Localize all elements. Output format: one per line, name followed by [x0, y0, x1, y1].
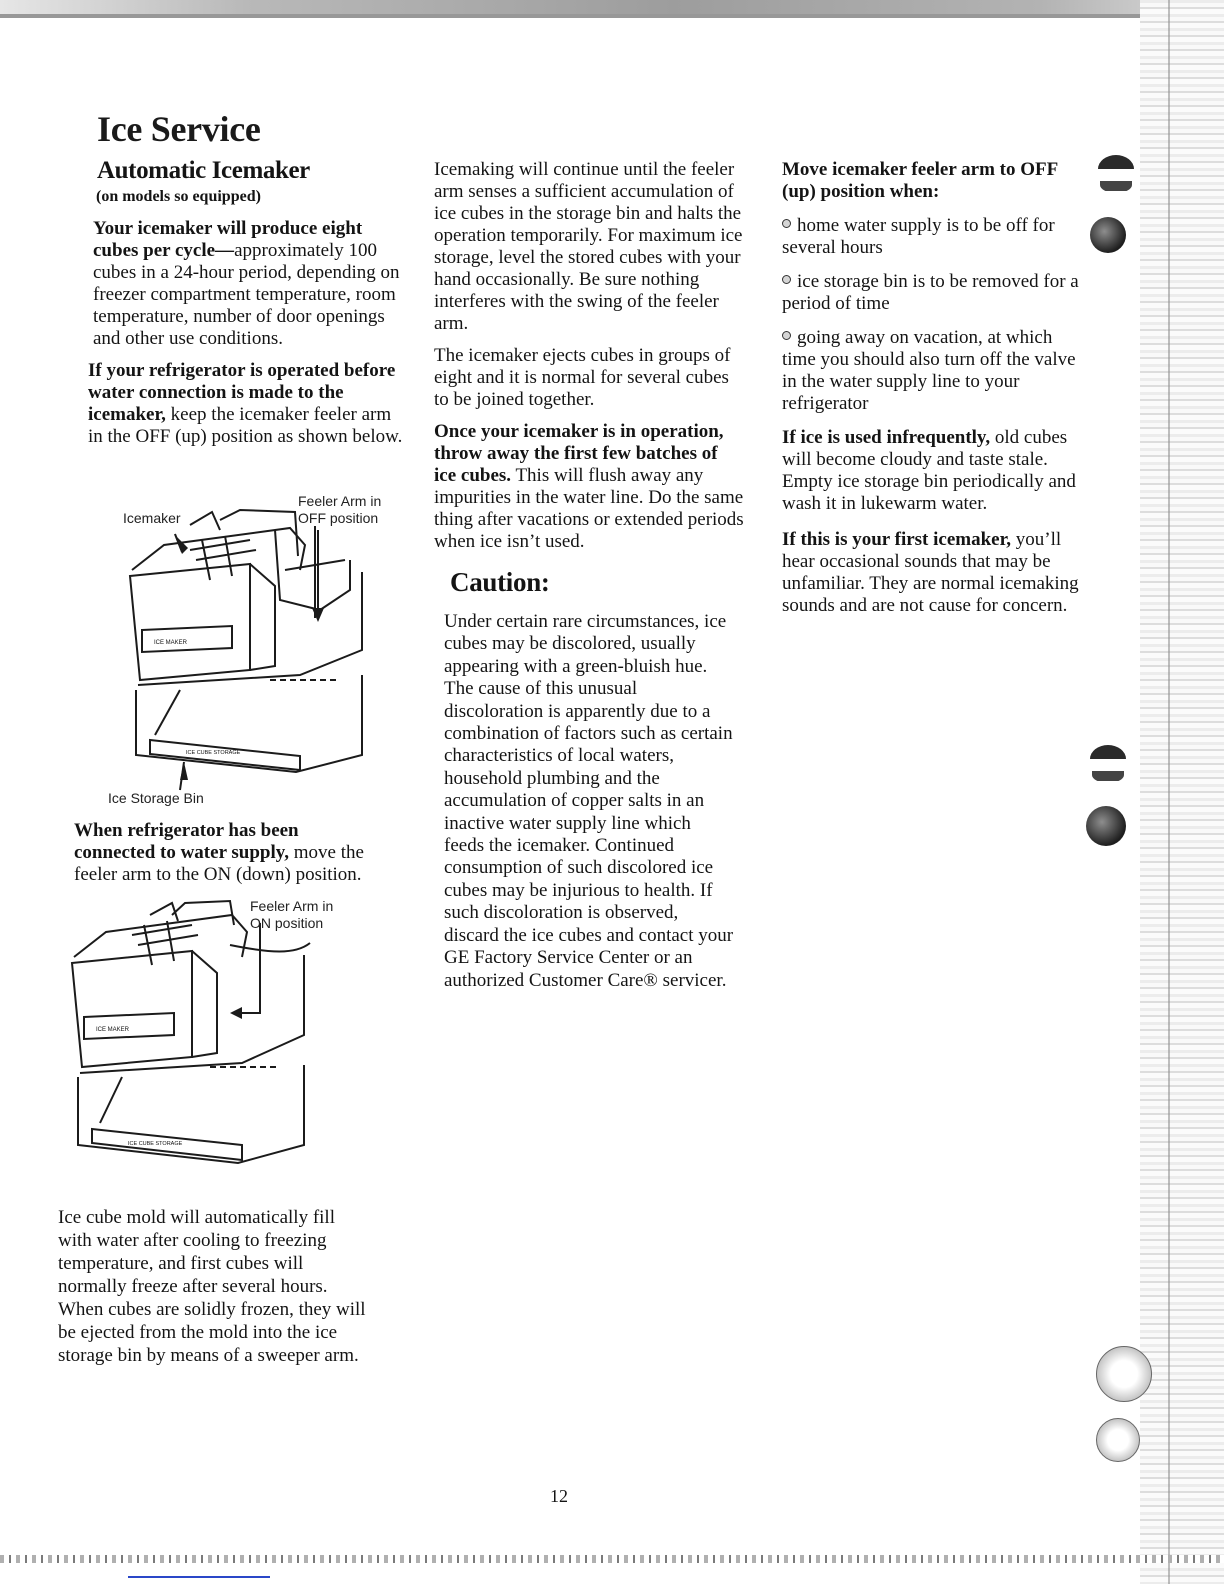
caution-text: Under certain rare circumstances, ice cubes may be discolored, usually appearing with a green-bluish hue. The cause of this unusual discoloration is apparently due to a combination of factors such as certain characteristics of local waters, household plumbing and the accumulation of copper salts in an inactive water supply line which feeds the icemaker. Continued consumption of such discolored ice cubes may be injurious to health. If such discoloration is observed, discard the ice cubes and contact your GE Factory Service Center or an authorized Customer Care® servicer. — [444, 611, 734, 991]
paragraph-text: old cubes will become cloudy and taste stale. Empty ice storage bin periodically and wash it in lukewarm water. — [782, 427, 1076, 514]
caution-heading: Caution: — [450, 567, 550, 597]
paragraph-text: you’ll hear occasional sounds that may be unfamiliar. They are normal icemaking sounds and are not cause for concern. — [782, 529, 1079, 616]
paragraph-lead: When refrigerator has been connected to water supply, — [74, 820, 299, 863]
binder-hole-faint-icon — [1096, 1418, 1140, 1462]
feeler-arm-label: OFF position — [298, 510, 379, 526]
page-title: Ice Service — [97, 109, 261, 150]
panel-label: ICE CUBE STORAGE — [186, 750, 241, 756]
icemaker-on-illustration — [60, 895, 360, 1195]
scan-right-line — [1168, 0, 1170, 1584]
paragraph — [782, 529, 1082, 617]
list-item — [782, 327, 1082, 415]
scan-top-edge — [0, 0, 1224, 14]
page-number: 12 — [550, 1486, 568, 1506]
column-3 — [782, 159, 1082, 627]
paragraph-lead: If ice is used infrequently, — [782, 427, 991, 448]
icemaker-label: Icemaker — [123, 510, 181, 526]
paragraph-lead: Your icemaker will produce eight cubes per cycle— — [93, 218, 363, 261]
storage-bin-label: Ice Storage Bin — [108, 790, 204, 806]
paragraph: The icemaker ejects cubes in groups of eight and it is normal for several cubes to be joined together. — [434, 345, 731, 410]
binder-hole-half-icon — [1088, 745, 1128, 781]
feeler-arm-label: ON position — [250, 915, 324, 931]
icemaker-off-figure — [100, 490, 400, 810]
binder-hole-icon — [1086, 806, 1126, 846]
list-item — [782, 215, 1082, 259]
feeler-arm-label: Feeler Arm in — [250, 898, 334, 914]
paragraph-lead: Once your icemaker is in operation, throw away the first few batches of ice cubes. — [434, 421, 724, 486]
column-1 — [88, 156, 403, 458]
icemaker-off-illustration — [100, 490, 400, 810]
list-item — [782, 271, 1082, 315]
bullet-icon — [782, 219, 791, 228]
paragraph-lead: If this is your first icemaker, — [782, 529, 1012, 550]
column-2 — [434, 159, 744, 992]
paragraph: Ice cube mold will automatically fill with water after cooling to freezing temperature, and first cubes will normally freeze after several hours. When cubes are solidly frozen, they will be ejected from the mold into the ice storage bin by means of a sweeper arm. — [58, 1207, 366, 1366]
paragraph — [434, 421, 744, 553]
paragraph — [782, 427, 1082, 515]
bullet-icon — [782, 275, 791, 284]
paragraph — [74, 820, 374, 886]
panel-label: ICE MAKER — [154, 640, 188, 646]
scan-top-shadow — [0, 14, 1140, 18]
paragraph-lead: If your refrigerator is operated before water connection is made to the icemaker, — [88, 360, 396, 425]
paragraph — [88, 360, 403, 448]
panel-label: ICE CUBE STORAGE — [128, 1141, 183, 1147]
scan-right-edge — [1140, 0, 1224, 1584]
scan-bottom-edge — [0, 1555, 1224, 1563]
paragraph-text: This will flush away any impurities in the water line. Do the same thing after vacations or extended periods when ice isn’t used. — [434, 465, 744, 552]
feeler-arm-label: Feeler Arm in — [298, 493, 382, 509]
list-item-text: home water supply is to be off for several hours — [782, 215, 1055, 258]
panel-label: ICE MAKER — [96, 1027, 130, 1033]
section-subheading: (on models so equipped) — [96, 188, 261, 205]
binder-hole-half-icon — [1096, 155, 1136, 191]
binder-hole-faint-icon — [1096, 1346, 1152, 1402]
scan-bottom-mark — [128, 1576, 270, 1578]
icemaker-on-figure — [60, 895, 360, 1195]
list-item-text: ice storage bin is to be removed for a period of time — [782, 271, 1079, 314]
column-1-middle — [74, 820, 374, 886]
list-item-text: going away on vacation, at which time you should also turn off the valve in the water supply line to your refrigerator — [782, 327, 1076, 414]
binder-hole-icon — [1090, 217, 1126, 253]
paragraph-text: approximately 100 cubes in a 24-hour period, depending on freezer compartment temperature, room temperature, number of door openings and other use conditions. — [93, 240, 400, 349]
paragraph: Icemaking will continue until the feeler arm senses a sufficient accumulation of ice cubes in the storage bin and halts the operation temporarily. For maximum ice storage, level the stored cubes with your hand occasionally. Be sure nothing interferes with the swing of the feeler arm. — [434, 159, 743, 334]
bullet-list — [782, 215, 1082, 415]
paragraph — [93, 218, 403, 350]
paragraph-text: move the feeler arm to the ON (down) position. — [74, 842, 364, 885]
bullet-icon — [782, 331, 791, 340]
paragraph-text: keep the icemaker feeler arm in the OFF (up) position as shown below. — [88, 404, 403, 447]
list-heading: Move icemaker feeler arm to OFF (up) position when: — [782, 159, 1058, 202]
section-heading: Automatic Icemaker — [97, 157, 310, 184]
